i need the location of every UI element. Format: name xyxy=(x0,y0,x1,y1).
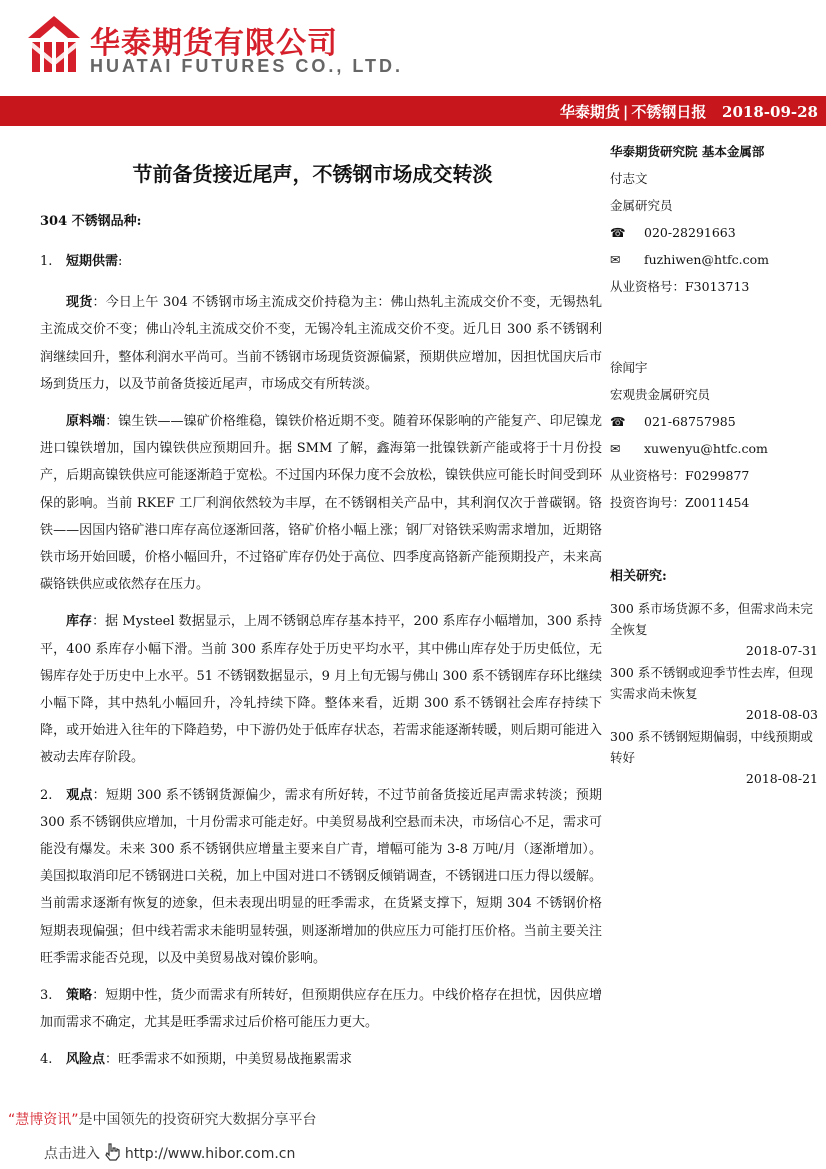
report-body xyxy=(40,248,602,1074)
spacer xyxy=(610,300,818,354)
analyst-1-cert: 从业资格号：F3013713 xyxy=(610,279,750,294)
related-research-title: 相关研究: xyxy=(610,569,667,584)
bar-report-name: 不锈钢日报 xyxy=(631,103,707,121)
bar-brand: 华泰期货 xyxy=(559,103,620,121)
analyst-1-email[interactable]: ✉ fuzhiwen@htfc.com xyxy=(610,246,818,273)
company-logo-icon xyxy=(28,16,80,76)
phone-icon: ☎ xyxy=(610,414,626,429)
company-name-cn: 华泰期货有限公司 xyxy=(90,26,338,61)
footer-link[interactable]: 点击进入 http://www.hibor.com.cn xyxy=(44,1143,295,1163)
company-name-en: HUATAI FUTURES CO., LTD. xyxy=(90,56,403,76)
section-1-heading: 1. 短期供需: xyxy=(40,254,123,269)
footer-slogan: “慧博资讯”是中国领先的投资研究大数据分享平台 xyxy=(8,1112,317,1128)
section-3-strategy: 3. 策略：短期中性，货少而需求有所转好，但预期供应存在压力。中线价格存在担忧，因供应增加而需求不确定，尤其是旺季需求过后价格可能压力更大。 xyxy=(40,988,602,1031)
email-icon: ✉ xyxy=(610,252,621,267)
section-2-view: 2. 观点：短期 300 系不锈钢货源偏少，需求有所好转，不过节前备货接近尾声需求转淡；预期 300 系不锈钢供应增加，十月份需求可能走好。中美贸易战利空悬而未决，市场信心不足，需求可能没有爆发。未来 300 系不锈钢供应增量主要来自广青，增幅可能为 3-8 万吨/月（逐渐增加）。美国拟取消印尼不锈钢进口关税，加上中国对进口不锈钢反倾销调查，不锈钢进口压力得以缓解。当前需求逐渐有恢复的迹象，但未表现出明显的旺季需求，在货紧支撑下，短期 304 不锈钢价格短期表现偏强；但中线若需求未能明显转强，则逐渐增加的供应压力可能打压价格。当前主要关注旺季需求能否兑现，以及中美贸易战对镍价影响。 xyxy=(40,787,602,966)
analyst-2-email[interactable]: ✉ xuwenyu@htfc.com xyxy=(610,435,818,462)
analyst-2-consult: 投资咨询号：Z0011454 xyxy=(610,495,750,510)
footer-url[interactable]: http://www.hibor.com.cn xyxy=(124,1146,296,1162)
page-title: 节前备货接近尾声，不锈钢市场成交转淡 xyxy=(132,162,493,186)
paragraph-spot: 现货：今日上午 304 不锈钢市场主流成交价持稳为主：佛山热轧主流成交价不变，无锡热轧主流成交价不变；佛山冷轧主流成交价不变，无锡冷轧主流成交价不变。近几日 300 系不锈钢利润继续回升，整体利润水平尚可。当前不锈钢市场现货资源偏紧，预期供应增加，因担忧国庆后市场到货压力，以及节前备货接近尾声，市场成交有所转淡。 xyxy=(40,295,602,392)
analyst-1-phone: ☎ 020-28291663 xyxy=(610,219,818,246)
section-4-risk: 4. 风险点：旺季需求不如预期，中美贸易战拖累需求 xyxy=(40,1052,353,1068)
analyst-2-cert: 从业资格号：F0299877 xyxy=(610,468,750,483)
paragraph-inventory: 库存：据 Mysteel 数据显示，上周不锈钢总库存基本持平，200 系库存小幅增加，300 系持平，400 系库存小幅下滑。当前 300 系库存处于历史平均水平，其中佛山库存处于历史低位，无锡库存处于历史中上水平。51 不锈钢数据显示，9 月上旬无锡与佛山 300 系不锈钢库存环比继续小幅下降，其中热轧小幅回升，冷轧持续下降。整体来看，近期 300 系不锈钢社会库存持续下降，或开始进入往年的下降趋势，中下游仍处于低库存状态，若需求能逐渐转暖，则后期可能进入被动去库存阶段。 xyxy=(40,614,602,766)
phone-icon: ☎ xyxy=(610,225,626,240)
analyst-2-phone: ☎ 021-68757985 xyxy=(610,408,818,435)
analyst-2-role: 宏观贵金属研究员 xyxy=(610,387,711,402)
section-title: 304 不锈钢品种: xyxy=(40,214,142,229)
list-item[interactable]: 300 系不锈钢短期偏弱，中线预期或转好 2018-08-21 xyxy=(610,729,818,786)
analyst-2-name: 徐闻宇 xyxy=(610,360,648,375)
hand-pointer-icon xyxy=(104,1143,120,1161)
bar-separator: | xyxy=(622,103,629,121)
related-research-list xyxy=(610,598,818,790)
list-item[interactable]: 300 系市场货源不多，但需求尚未完全恢复 2018-07-31 xyxy=(610,601,818,658)
footer-brand: 慧博资讯 xyxy=(15,1112,72,1128)
paragraph-raw-material: 原料端：镍生铁——镍矿价格维稳，镍铁价格近期不变。随着环保影响的产能复产、印尼镍龙进口镍铁增加，国内镍铁供应预期回升。据 SMM 了解，鑫海第一批镍铁新产能或将于十月份投产，后期高镍铁供应可能逐渐趋于宽松。不过国内环保力度不会放松，镍铁供应可能长时间受到环保的影响。当前 RKEF 工厂利润依然较为丰厚，在不锈钢相关产品中，其利润仅次于普碳钢。铬铁——因国内铬矿港口库存高位逐渐回落，铬矿价格小幅上涨；钢厂对铬铁采购需求增加，近期铬铁市场开始回暖，价格小幅回升，不过铬矿库存仍处于高位、四季度高铬新产能预期投产，未来高碳铬铁供应或依然存在压力。 xyxy=(40,414,602,593)
email-icon: ✉ xyxy=(610,441,621,456)
analyst-1-role: 金属研究员 xyxy=(610,198,673,213)
report-header-info xyxy=(560,101,818,122)
department: 华泰期货研究院 基本金属部 xyxy=(610,144,765,159)
analyst-sidebar xyxy=(610,138,818,516)
report-date: 2018-09-28 xyxy=(722,103,818,121)
list-item[interactable]: 300 系不锈钢或迎季节性去库，但现实需求尚未恢复 2018-08-03 xyxy=(610,665,818,722)
analyst-1-name: 付志文 xyxy=(610,171,648,186)
